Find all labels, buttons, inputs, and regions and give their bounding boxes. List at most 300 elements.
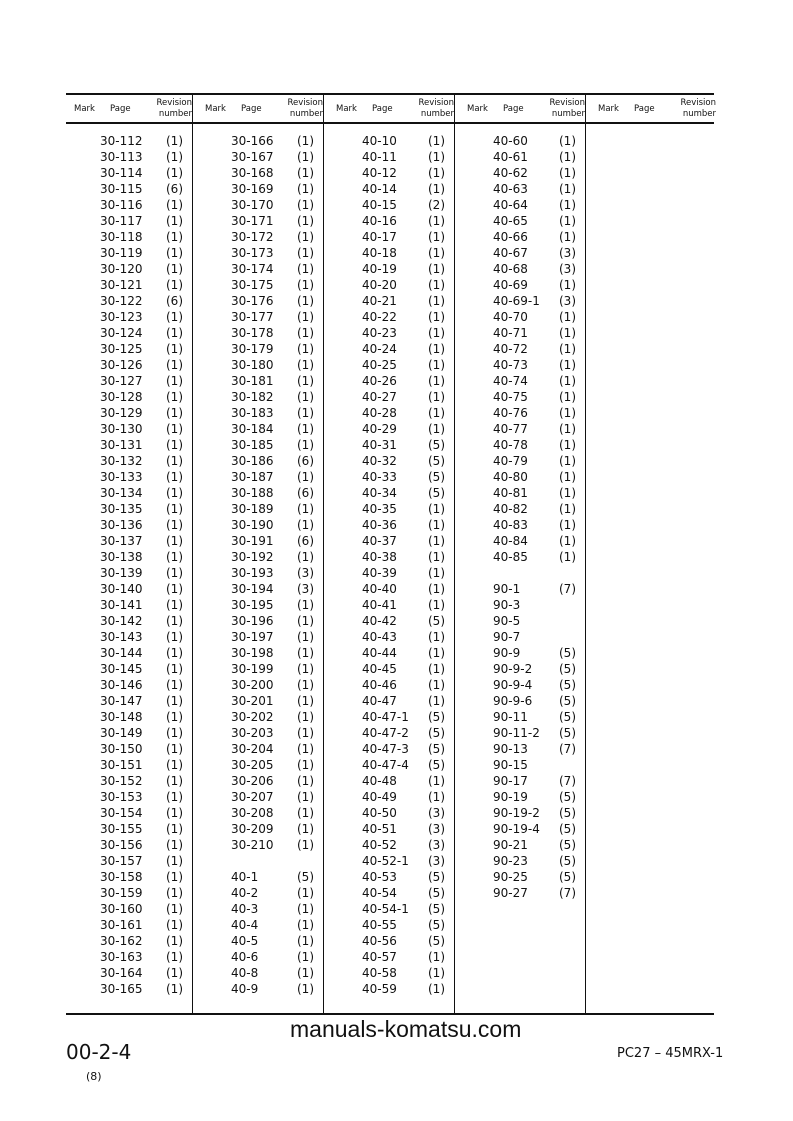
revision-cell: (1) [428,182,445,196]
page-cell: 90-19-2 [493,806,540,820]
table-row [197,389,328,405]
revision-cell: (3) [559,246,576,260]
table-row [197,613,328,629]
page-cell: 30-119 [100,246,143,260]
page-cell: 40-15 [362,198,397,212]
page-cell: 40-70 [493,310,528,324]
revision-cell: (1) [428,982,445,996]
revision-cell: (1) [297,278,314,292]
revision-cell: (1) [428,646,445,660]
column-header [590,96,718,122]
table-row [459,629,590,645]
revision-cell: (1) [559,454,576,468]
table-row [459,565,590,581]
page-cell: 30-179 [231,342,274,356]
revision-cell: (3) [428,806,445,820]
revision-cell: (1) [428,150,445,164]
table-row [459,517,590,533]
revision-cell: (1) [166,486,183,500]
revision-cell: (1) [428,374,445,388]
table-row [66,133,197,149]
table-row [197,917,328,933]
table-row [328,901,459,917]
revision-cell: (1) [428,134,445,148]
revision-cell: (1) [166,454,183,468]
table-row [328,181,459,197]
page-cell: 30-146 [100,678,143,692]
revision-cell: (1) [297,134,314,148]
page-cell: 40-59 [362,982,397,996]
page-cell: 40-74 [493,374,528,388]
revision-cell: (1) [297,198,314,212]
revision-cell: (1) [166,710,183,724]
page-cell: 90-9-6 [493,694,533,708]
revision-cell: (1) [297,550,314,564]
page-cell: 40-81 [493,486,528,500]
table-row [66,437,197,453]
table-row [66,837,197,853]
revision-cell: (1) [297,710,314,724]
revision-cell: (1) [166,742,183,756]
page-cell: 40-29 [362,422,397,436]
revision-cell: (1) [297,246,314,260]
table-row [459,485,590,501]
revision-cell: (6) [297,454,314,468]
table-row [328,277,459,293]
revision-cell: (1) [166,918,183,932]
table-row [459,693,590,709]
column-header [459,96,587,122]
revision-cell: (5) [428,902,445,916]
page-cell: 40-5 [231,934,259,948]
revision-cell: (1) [559,374,576,388]
table-row [459,853,590,869]
page-cell: 30-113 [100,150,143,164]
revision-cell: (5) [428,726,445,740]
revision-cell: (7) [559,582,576,596]
table-row [66,517,197,533]
table-row [328,213,459,229]
page-cell: 30-155 [100,822,143,836]
table-row [66,373,197,389]
table-row [66,181,197,197]
table-row [459,229,590,245]
page-cell: 30-168 [231,166,274,180]
page-cell: 30-121 [100,278,143,292]
table-row [197,805,328,821]
revision-cell: (1) [166,518,183,532]
table-row [459,261,590,277]
table-row [66,357,197,373]
revision-cell: (5) [428,470,445,484]
revision-cell: (1) [428,294,445,308]
table-row [459,821,590,837]
table-row [197,213,328,229]
table-row [66,773,197,789]
revision-cell: (5) [428,486,445,500]
table-row [459,581,590,597]
revision-cell: (3) [559,294,576,308]
revision-cell: (1) [166,342,183,356]
revision-cell: (1) [166,358,183,372]
revision-cell: (1) [166,662,183,676]
page-cell: 40-3 [231,902,259,916]
page-cell: 40-43 [362,630,397,644]
page-cell: 30-163 [100,950,143,964]
table-row [459,165,590,181]
header-revision [144,98,192,120]
page-cell: 30-208 [231,806,274,820]
table-row [66,149,197,165]
revision-cell: (1) [166,262,183,276]
page-cell: 40-35 [362,502,397,516]
table-top-rule [66,93,714,95]
revision-cell: (1) [166,790,183,804]
page-cell: 40-72 [493,342,528,356]
revision-cell: (1) [297,982,314,996]
revision-cell: (1) [559,166,576,180]
table-row [197,853,328,869]
revision-cell: (1) [297,790,314,804]
table-row [328,677,459,693]
revision-cell: (1) [428,662,445,676]
page-cell: 40-61 [493,150,528,164]
table-row [197,373,328,389]
table-row [66,597,197,613]
page-cell: 40-83 [493,518,528,532]
page-cell: 40-79 [493,454,528,468]
revision-cell: (1) [559,390,576,404]
table-row [328,389,459,405]
page-cell: 90-19-4 [493,822,540,836]
revision-cell: (1) [297,838,314,852]
page-cell: 30-166 [231,134,274,148]
revision-cell: (3) [559,262,576,276]
table-row [328,805,459,821]
table-row [197,885,328,901]
page-cell: 30-200 [231,678,274,692]
page-cell: 40-28 [362,406,397,420]
page-cell: 30-139 [100,566,143,580]
page-cell: 30-189 [231,502,274,516]
page-cell: 30-206 [231,774,274,788]
table-row [459,613,590,629]
revision-cell: (1) [297,326,314,340]
table-row [328,197,459,213]
revision-cell: (1) [166,406,183,420]
table-row [328,709,459,725]
table-row [66,741,197,757]
table-row [328,293,459,309]
table-row [459,757,590,773]
header-revision-line1: Revision [156,98,192,108]
revision-cell: (1) [428,550,445,564]
page-cell: 40-27 [362,390,397,404]
table-row [459,341,590,357]
table-row [328,789,459,805]
header-mark: Mark [74,104,95,114]
revision-cell: (1) [166,822,183,836]
revision-cell: (5) [428,758,445,772]
table-row [328,917,459,933]
page-cell: 40-66 [493,230,528,244]
page-cell: 40-39 [362,566,397,580]
table-row [328,629,459,645]
revision-cell: (5) [428,918,445,932]
page-cell: 30-195 [231,598,274,612]
page-cell: 30-207 [231,790,274,804]
table-row [459,133,590,149]
revision-column-group [66,133,197,997]
table-row [328,981,459,997]
page-cell: 40-2 [231,886,259,900]
table-row [66,309,197,325]
header-page: Page [241,104,262,114]
revision-cell: (5) [559,806,576,820]
page-cell: 30-170 [231,198,274,212]
table-row [66,613,197,629]
table-row [459,709,590,725]
page-cell: 30-198 [231,646,274,660]
page-cell: 40-80 [493,470,528,484]
revision-cell: (1) [428,502,445,516]
revision-cell: (1) [297,182,314,196]
page-cell: 30-192 [231,550,274,564]
table-row [328,341,459,357]
table-row [459,245,590,261]
page-cell: 30-160 [100,902,143,916]
revision-cell: (1) [166,438,183,452]
table-row [66,981,197,997]
table-row [328,229,459,245]
table-row [459,181,590,197]
page-cell: 30-151 [100,758,143,772]
header-mark: Mark [205,104,226,114]
table-row [197,741,328,757]
revision-cell: (1) [428,678,445,692]
revision-cell: (1) [297,150,314,164]
revision-cell: (1) [297,950,314,964]
revision-cell: (1) [166,902,183,916]
page-cell: 40-73 [493,358,528,372]
page-cell: 40-57 [362,950,397,964]
revision-column-group [328,133,459,997]
revision-cell: (1) [297,694,314,708]
page-cell: 40-38 [362,550,397,564]
page-cell: 30-158 [100,870,143,884]
revision-cell: (1) [166,566,183,580]
revision-cell: (1) [559,518,576,532]
revision-cell: (1) [166,550,183,564]
table-row [197,677,328,693]
page-cell: 40-82 [493,502,528,516]
revision-cell: (1) [166,982,183,996]
revision-cell: (1) [166,198,183,212]
page-cell: 40-4 [231,918,259,932]
table-row [66,917,197,933]
page-cell: 30-152 [100,774,143,788]
header-revision [406,98,454,120]
table-row [66,949,197,965]
page-cell: 40-20 [362,278,397,292]
table-row [328,549,459,565]
table-row [197,725,328,741]
table-row [328,373,459,389]
revision-cell: (1) [166,726,183,740]
page-cell: 30-167 [231,150,274,164]
page-cell: 30-180 [231,358,274,372]
table-row [197,501,328,517]
table-row [197,821,328,837]
table-row [66,213,197,229]
revision-cell: (1) [559,550,576,564]
revision-cell: (1) [166,854,183,868]
table-row [66,725,197,741]
revision-cell: (5) [559,854,576,868]
model-name: PC27 – 45MRX-1 [617,1046,724,1061]
page-cell: 30-186 [231,454,274,468]
page-cell: 40-18 [362,246,397,260]
revision-cell: (1) [297,726,314,740]
table-row [328,357,459,373]
revision-cell: (1) [428,966,445,980]
table-row [328,773,459,789]
page-cell: 30-194 [231,582,274,596]
page-cell: 40-37 [362,534,397,548]
header-page: Page [503,104,524,114]
table-row [197,661,328,677]
table-row [66,197,197,213]
revision-cell: (1) [297,358,314,372]
page-cell: 40-77 [493,422,528,436]
page-cell: 30-129 [100,406,143,420]
page-cell: 30-172 [231,230,274,244]
table-row [197,629,328,645]
page-cell: 30-122 [100,294,143,308]
revision-cell: (5) [559,662,576,676]
table-row [197,869,328,885]
revision-cell: (1) [297,502,314,516]
revision-cell: (1) [297,630,314,644]
revision-cell: (6) [297,534,314,548]
page-cell: 40-54 [362,886,397,900]
page-cell: 90-15 [493,758,528,772]
revision-cell: (1) [297,166,314,180]
table-row [328,581,459,597]
page-cell: 40-34 [362,486,397,500]
revision-cell: (1) [297,310,314,324]
revision-cell: (1) [297,470,314,484]
header-revision [275,98,323,120]
revision-cell: (5) [559,822,576,836]
table-row [66,757,197,773]
revision-cell: (7) [559,886,576,900]
revision-cell: (1) [166,374,183,388]
table-bottom-rule [66,1013,714,1015]
page-cell: 30-131 [100,438,143,452]
table-row [459,789,590,805]
page-cell: 40-53 [362,870,397,884]
table-row [197,965,328,981]
table-row [66,341,197,357]
page-cell: 30-140 [100,582,143,596]
page-cell: 30-182 [231,390,274,404]
revision-cell: (5) [559,678,576,692]
page-cell: 30-124 [100,326,143,340]
column-divider [585,95,586,1013]
page-cell: 30-164 [100,966,143,980]
page-cell: 40-56 [362,934,397,948]
page-cell: 30-116 [100,198,143,212]
column-divider [192,95,193,1013]
page-cell: 40-33 [362,470,397,484]
table-row [459,421,590,437]
page-cell: 90-11-2 [493,726,540,740]
page-cell: 30-115 [100,182,143,196]
page-cell: 40-19 [362,262,397,276]
page-cell: 90-17 [493,774,528,788]
revision-cell: (1) [297,406,314,420]
revision-cell: (5) [428,710,445,724]
revision-cell: (1) [297,646,314,660]
header-revision-line1: Revision [549,98,585,108]
column-header [66,96,194,122]
table-row [66,677,197,693]
table-row [66,325,197,341]
revision-cell: (1) [428,278,445,292]
revision-cell: (6) [297,486,314,500]
page-cell: 90-9-2 [493,662,533,676]
table-row [459,357,590,373]
table-row [197,709,328,725]
page-cell: 30-178 [231,326,274,340]
table-row [197,341,328,357]
revision-cell: (1) [297,518,314,532]
table-row [328,853,459,869]
revision-cell: (1) [559,150,576,164]
table-row [197,581,328,597]
page-cell: 40-68 [493,262,528,276]
header-revision-line2: number [158,109,192,119]
page-cell: 30-157 [100,854,143,868]
page-cell: 40-32 [362,454,397,468]
page-cell: 30-204 [231,742,274,756]
table-row [197,549,328,565]
table-row [197,837,328,853]
table-row [459,597,590,613]
page-cell: 30-199 [231,662,274,676]
table-row [328,757,459,773]
page-cell: 90-13 [493,742,528,756]
revision-cell: (1) [166,934,183,948]
page-cell: 30-154 [100,806,143,820]
page-cell: 40-47-1 [362,710,409,724]
page-cell: 40-69 [493,278,528,292]
header-mark: Mark [467,104,488,114]
revision-cell: (1) [559,326,576,340]
table-row [459,773,590,789]
table-row [66,485,197,501]
table-row [66,165,197,181]
revision-cell: (1) [559,230,576,244]
table-row [459,741,590,757]
revision-cell: (1) [428,694,445,708]
page-cell: 30-141 [100,598,143,612]
page-cell: 30-183 [231,406,274,420]
revision-cell: (1) [428,582,445,596]
page-cell: 40-46 [362,678,397,692]
page-cell: 40-1 [231,870,259,884]
